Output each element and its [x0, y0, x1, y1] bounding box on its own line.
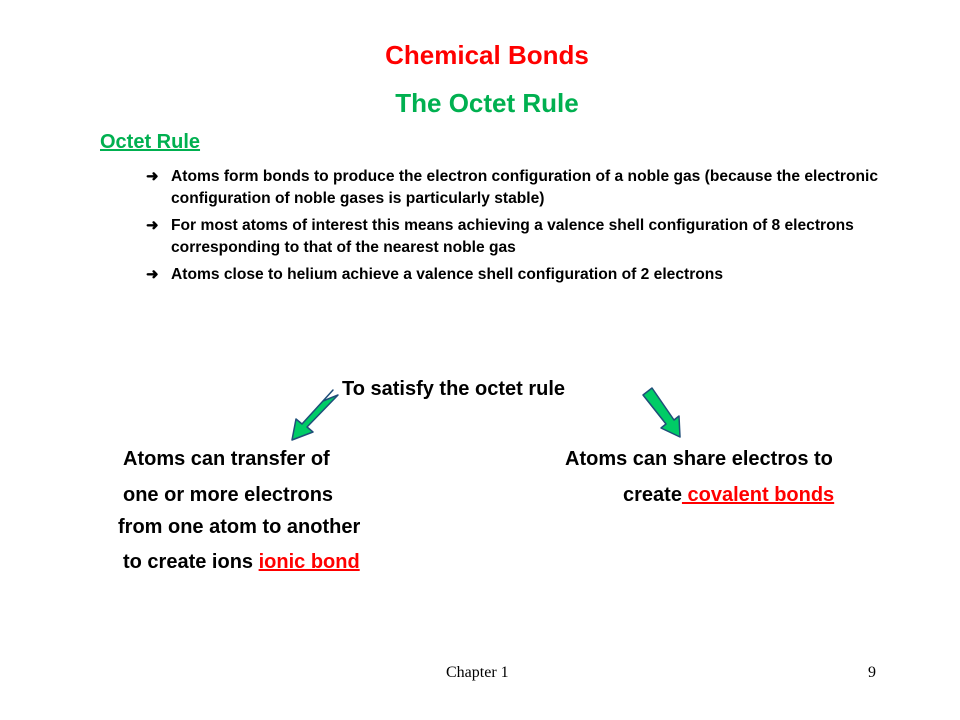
green-down-arrow-icon [292, 390, 338, 440]
slide-number: 9 [868, 664, 876, 681]
covalent-bond-term: covalent bonds [681, 484, 835, 506]
slide-title: Chemical Bonds [385, 40, 589, 70]
octet-rule-statement: To satisfy the octet rule [342, 378, 566, 400]
covalent-branch-prefix: create [623, 484, 682, 506]
ionic-branch-line-4 [123, 551, 360, 574]
right-arrow-icon: ➜ [146, 168, 159, 185]
ionic-branch-line-3: from one atom to another [118, 516, 361, 538]
right-arrow-icon: ➜ [146, 217, 159, 234]
ionic-branch-prefix: to create ions [123, 551, 259, 573]
bullet-text: Atoms form bonds to produce the electron configuration of a noble gas (because the electronic configuration of noble gases is particularly stable) [171, 168, 879, 207]
green-down-arrow-icon [643, 388, 680, 437]
right-arrow-icon: ➜ [146, 266, 159, 283]
slide-subtitle: The Octet Rule [395, 88, 579, 118]
ionic-branch-line-1: Atoms can transfer of [123, 448, 330, 470]
covalent-branch-line-1: Atoms can share electros to [565, 448, 833, 470]
covalent-branch-line-2 [623, 484, 834, 507]
bullet-text: Atoms close to helium achieve a valence shell configuration of 2 electrons [171, 266, 724, 283]
bullet-text: For most atoms of interest this means achieving a valence shell configuration of 8 electrons corresponding to that of the nearest noble gas [171, 217, 854, 256]
footer-chapter: Chapter 1 [446, 664, 509, 681]
section-heading: Octet Rule [100, 131, 201, 153]
ionic-branch-line-2: one or more electrons [123, 484, 334, 506]
ionic-bond-term: ionic bond [258, 551, 360, 573]
